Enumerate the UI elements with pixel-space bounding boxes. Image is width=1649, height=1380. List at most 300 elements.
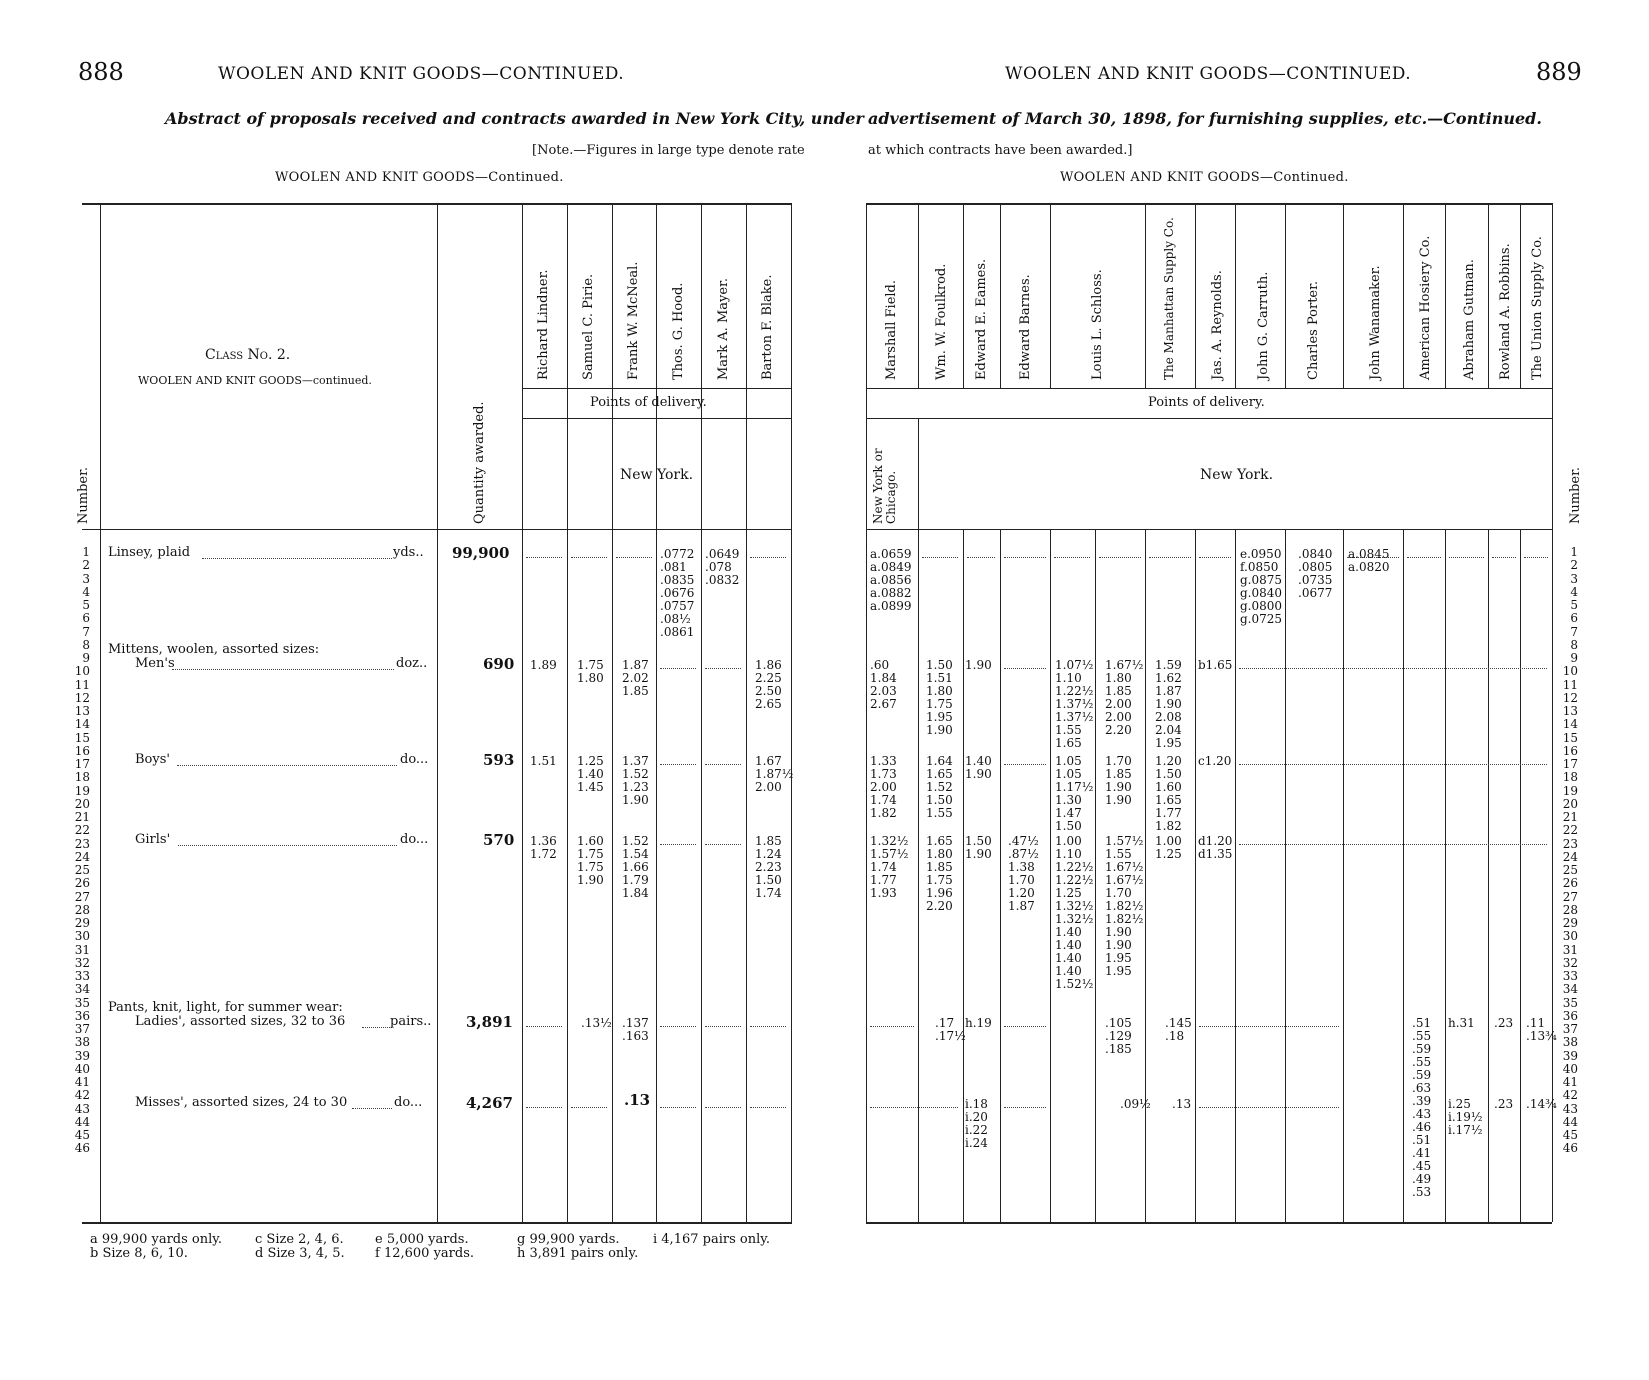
row-number: 44 bbox=[1562, 1114, 1578, 1129]
leader-dots bbox=[526, 1026, 562, 1027]
bidder-eames: Edward E. Eames. bbox=[974, 258, 989, 380]
row-number: 28 bbox=[1562, 902, 1578, 917]
qty-ladies: 3,891 bbox=[466, 1013, 513, 1031]
row-number: 45 bbox=[1562, 1128, 1578, 1142]
cell-lindner-boys: 1.51 bbox=[530, 754, 557, 768]
row-number: 23 bbox=[74, 836, 90, 851]
cell-field-girls: 1.32½ 1.57½ 1.74 1.77 1.93 bbox=[870, 834, 909, 900]
col-rule bbox=[1050, 203, 1051, 388]
cell-schloss-a-girls: 1.00 1.10 1.22½ 1.22½ 1.25 1.32½ 1.32½ 1.40 1.40 1.40 1.40 1.52½ bbox=[1055, 834, 1094, 991]
cell-hood-linsey: .0772 .081 .0835 .0676 .0757 .08½ .0861 bbox=[660, 547, 695, 639]
row-number: 19 bbox=[74, 783, 90, 798]
col-rule bbox=[1520, 203, 1521, 388]
row-number: 40 bbox=[74, 1061, 90, 1076]
col-rule bbox=[1000, 203, 1001, 388]
row-number: 42 bbox=[1562, 1088, 1578, 1103]
running-head-right: WOOLEN AND KNIT GOODS—CONTINUED. bbox=[1005, 64, 1412, 84]
bidder-robbins: Rowland A. Robbins. bbox=[1498, 243, 1513, 380]
leader-dots bbox=[1239, 764, 1547, 765]
footnote-h: h 3,891 pairs only. bbox=[517, 1246, 639, 1261]
number-header-left: Number. bbox=[76, 466, 91, 524]
row-number: 6 bbox=[82, 611, 90, 626]
leader-dots bbox=[1492, 557, 1516, 558]
col-rule bbox=[1285, 203, 1286, 388]
leader-dots bbox=[750, 557, 786, 558]
row-number: 24 bbox=[74, 849, 90, 864]
leader-dots bbox=[178, 845, 397, 846]
col-rule bbox=[963, 529, 964, 1222]
cell-eames-ladies: h.19 bbox=[965, 1016, 992, 1030]
col-rule bbox=[1488, 203, 1489, 388]
table-top-rule-right bbox=[866, 203, 1552, 205]
bidder-pirie: Samuel C. Pirie. bbox=[581, 273, 596, 380]
row-number: 15 bbox=[74, 730, 90, 745]
row-number: 20 bbox=[1562, 796, 1578, 811]
points-of-delivery-right: Points of delivery. bbox=[1148, 395, 1265, 410]
row-number: 11 bbox=[74, 677, 90, 692]
row-number: 22 bbox=[74, 823, 90, 838]
cell-foulkrod-girls: 1.65 1.80 1.85 1.75 1.96 2.20 bbox=[926, 834, 953, 913]
number-header-right: Number. bbox=[1568, 466, 1583, 524]
col-rule bbox=[918, 418, 919, 1222]
rule bbox=[522, 418, 792, 419]
row-number: 3 bbox=[82, 571, 90, 586]
leader-dots bbox=[172, 669, 394, 670]
row-number: 38 bbox=[74, 1035, 90, 1050]
row-number: 29 bbox=[74, 916, 90, 930]
row-number: 38 bbox=[1562, 1035, 1578, 1050]
table-header-rule-right bbox=[866, 529, 1552, 530]
cell-manhattan-men: 1.59 1.62 1.87 1.90 2.08 2.04 1.95 bbox=[1155, 658, 1182, 750]
row-number: 9 bbox=[82, 651, 90, 665]
row-number: 43 bbox=[74, 1101, 90, 1116]
row-number: 28 bbox=[74, 902, 90, 917]
cell-carruth-linsey: e.0950 f.0850 g.0875 g.0840 g.0800 g.0725 bbox=[1240, 547, 1283, 626]
cell-blake-boys: 1.67 1.87½ 2.00 bbox=[755, 754, 794, 794]
row-number: 18 bbox=[74, 770, 90, 785]
row-number: 18 bbox=[1562, 770, 1578, 785]
row-number: 32 bbox=[1562, 955, 1578, 970]
leader-dots bbox=[526, 557, 562, 558]
cell-foulkrod-men: 1.50 1.51 1.80 1.75 1.95 1.90 bbox=[926, 658, 953, 737]
row-number: 10 bbox=[74, 664, 90, 679]
col-rule bbox=[1235, 529, 1236, 1222]
bidder-porter: Charles Porter. bbox=[1306, 280, 1321, 380]
unit-men: doz.. bbox=[396, 656, 428, 671]
row-number: 10 bbox=[1562, 664, 1578, 679]
cell-mcneal-men: 1.87 2.02 1.85 bbox=[622, 658, 649, 698]
bidder-hood: Thos. G. Hood. bbox=[671, 282, 686, 380]
bidder-lindner: Richard Lindner. bbox=[536, 269, 551, 380]
item-pants-ladies: Ladies', assorted sizes, 32 to 36 bbox=[135, 1014, 346, 1029]
row-number: 27 bbox=[1562, 889, 1578, 904]
leader-dots bbox=[660, 668, 696, 669]
col-rule bbox=[437, 203, 438, 1222]
col-rule bbox=[1235, 203, 1236, 388]
row-number: 1 bbox=[82, 545, 90, 559]
row-number: 2 bbox=[1570, 558, 1578, 573]
leader-dots bbox=[1239, 668, 1547, 669]
leader-dots bbox=[1004, 557, 1046, 558]
cell-gutman-ladies: h.31 bbox=[1448, 1016, 1475, 1030]
leader-dots bbox=[1149, 557, 1191, 558]
leader-dots bbox=[870, 1026, 914, 1027]
note-left: [Note.—Figures in large type denote rate bbox=[532, 143, 805, 158]
cell-reynolds-men: b1.65 bbox=[1198, 658, 1233, 672]
col-rule bbox=[1000, 529, 1001, 1222]
note-right: at which contracts have been awarded.] bbox=[868, 143, 1133, 158]
row-number: 7 bbox=[82, 624, 90, 639]
item-pants: Pants, knit, light, for summer wear: bbox=[108, 1000, 343, 1015]
leader-dots bbox=[705, 1107, 741, 1108]
bidder-reynolds: Jas. A. Reynolds. bbox=[1210, 270, 1225, 380]
row-number: 21 bbox=[74, 810, 90, 824]
footnote-d: d Size 3, 4, 5. bbox=[255, 1246, 345, 1261]
row-number: 42 bbox=[74, 1088, 90, 1103]
row-number: 16 bbox=[1562, 743, 1578, 758]
leader-dots bbox=[1099, 557, 1141, 558]
row-number: 26 bbox=[74, 876, 90, 891]
row-number: 33 bbox=[74, 969, 90, 983]
row-number: 4 bbox=[1570, 584, 1578, 599]
footnote-f: f 12,600 yards. bbox=[375, 1246, 474, 1261]
row-number: 34 bbox=[1562, 982, 1578, 997]
rule bbox=[866, 388, 1552, 389]
cell-schloss-a-boys: 1.05 1.05 1.17½ 1.30 1.47 1.50 bbox=[1055, 754, 1094, 833]
col-rule bbox=[522, 203, 523, 1222]
row-number: 46 bbox=[74, 1141, 90, 1156]
leader-dots bbox=[705, 1026, 741, 1027]
cell-wanamaker-linsey: a.0845 a.0820 bbox=[1348, 547, 1390, 574]
col-rule bbox=[1195, 203, 1196, 388]
row-number: 39 bbox=[74, 1048, 90, 1063]
row-number: 6 bbox=[1570, 611, 1578, 626]
col-rule bbox=[1050, 529, 1051, 1222]
row-number: 2 bbox=[82, 558, 90, 573]
footnote-i: i 4,167 pairs only. bbox=[653, 1232, 770, 1247]
footnote-e: e 5,000 yards. bbox=[375, 1232, 469, 1247]
row-number: 12 bbox=[1562, 690, 1578, 705]
item-pants-misses: Misses', assorted sizes, 24 to 30 bbox=[135, 1095, 348, 1110]
cell-eames-misses: i.18 i.20 i.22 i.24 bbox=[965, 1097, 988, 1150]
row-number: 26 bbox=[1562, 876, 1578, 891]
unit-linsey: yds.. bbox=[393, 545, 424, 560]
cell-schloss-a-men: 1.07½ 1.10 1.22½ 1.37½ 1.37½ 1.55 1.65 bbox=[1055, 658, 1094, 750]
row-number: 9 bbox=[1570, 651, 1578, 665]
row-number: 31 bbox=[74, 942, 90, 957]
bidder-schloss: Louis L. Schloss. bbox=[1090, 269, 1105, 380]
row-number: 22 bbox=[1562, 823, 1578, 838]
leader-dots bbox=[660, 1026, 696, 1027]
col-rule bbox=[791, 203, 792, 1222]
col-rule bbox=[567, 203, 568, 1222]
row-number: 5 bbox=[1570, 598, 1578, 612]
cell-barnes-girls: .47½ .87½ 1.38 1.70 1.20 1.87 bbox=[1008, 834, 1039, 913]
item-linsey: Linsey, plaid bbox=[108, 545, 191, 560]
row-number: 41 bbox=[1562, 1075, 1578, 1089]
leader-dots bbox=[177, 765, 397, 766]
col-rule bbox=[1145, 203, 1146, 388]
leader-dots bbox=[870, 1107, 958, 1108]
leader-dots bbox=[1239, 844, 1547, 845]
row-number: 39 bbox=[1562, 1048, 1578, 1063]
row-number: 30 bbox=[74, 929, 90, 944]
cell-schloss-ladies: .105 .129 .185 bbox=[1105, 1016, 1132, 1056]
row-number: 46 bbox=[1562, 1141, 1578, 1156]
footnote-g: g 99,900 yards. bbox=[517, 1232, 620, 1247]
col-rule bbox=[866, 203, 867, 1222]
col-rule bbox=[963, 203, 964, 388]
row-number: 7 bbox=[1570, 624, 1578, 639]
row-number: 41 bbox=[74, 1075, 90, 1089]
bidder-manhattan: The Manhattan Supply Co. bbox=[1162, 217, 1176, 380]
leader-dots bbox=[1054, 557, 1090, 558]
col-rule bbox=[1343, 529, 1344, 1222]
col-rule bbox=[1403, 529, 1404, 1222]
row-number: 13 bbox=[1562, 704, 1578, 718]
col-rule bbox=[1095, 529, 1096, 1222]
row-number: 31 bbox=[1562, 942, 1578, 957]
cell-manhattan-ladies: .145 .18 bbox=[1165, 1016, 1192, 1043]
delivery-new-york-left: New York. bbox=[620, 467, 694, 483]
leader-dots bbox=[1407, 557, 1441, 558]
col-rule bbox=[1445, 529, 1446, 1222]
cell-pirie-ladies: .13½ bbox=[581, 1016, 612, 1030]
col-rule bbox=[746, 203, 747, 1222]
cell-mcneal-ladies: .137 .163 bbox=[622, 1016, 649, 1043]
cell-hosiery-pants: .51 .55 .59 .55 .59 .63 .39 .43 .46 .51 .41 .45 .49 .53 bbox=[1412, 1016, 1432, 1199]
row-number: 13 bbox=[74, 704, 90, 718]
bidder-gutman: Abraham Gutman. bbox=[1462, 259, 1477, 380]
row-number: 33 bbox=[1562, 969, 1578, 983]
item-mittens-men: Men's bbox=[135, 656, 175, 671]
col-rule bbox=[1403, 203, 1404, 388]
col-rule bbox=[1285, 529, 1286, 1222]
leader-dots bbox=[202, 558, 392, 559]
rule bbox=[866, 418, 1552, 419]
leader-dots bbox=[1199, 1107, 1339, 1108]
col-rule bbox=[701, 203, 702, 1222]
row-number: 43 bbox=[1562, 1101, 1578, 1116]
row-number: 30 bbox=[1562, 929, 1578, 944]
unit-girls: do... bbox=[400, 832, 429, 847]
subtitle-right: advertisement of March 30, 1898, for furnishing supplies, etc.—Continued. bbox=[868, 109, 1542, 128]
cell-pirie-men: 1.75 1.80 bbox=[577, 658, 604, 685]
row-number: 40 bbox=[1562, 1061, 1578, 1076]
row-number: 29 bbox=[1562, 916, 1578, 930]
cell-schloss-b-men: 1.67½ 1.80 1.85 2.00 2.00 2.20 bbox=[1105, 658, 1144, 737]
leader-dots bbox=[352, 1108, 392, 1109]
row-number: 27 bbox=[74, 889, 90, 904]
row-number: 1 bbox=[1570, 545, 1578, 559]
col-rule bbox=[656, 203, 657, 1222]
cell-lindner-men: 1.89 bbox=[530, 658, 557, 672]
col-rule bbox=[918, 203, 919, 388]
leader-dots bbox=[750, 1026, 786, 1027]
cell-eames-boys: 1.40 1.90 bbox=[965, 754, 992, 781]
leader-dots bbox=[967, 557, 995, 558]
row-number: 16 bbox=[74, 743, 90, 758]
bidder-blake: Barton F. Blake. bbox=[760, 274, 775, 380]
row-number: 19 bbox=[1562, 783, 1578, 798]
row-number: 14 bbox=[1562, 717, 1578, 732]
cell-pirie-boys: 1.25 1.40 1.45 bbox=[577, 754, 604, 794]
item-mittens-boys: Boys' bbox=[135, 752, 170, 767]
cell-eames-girls: 1.50 1.90 bbox=[965, 834, 992, 861]
col-rule bbox=[1488, 529, 1489, 1222]
leader-dots bbox=[750, 1107, 786, 1108]
table-bottom-rule-left bbox=[82, 1222, 792, 1224]
row-number: 14 bbox=[74, 717, 90, 732]
cell-mcneal-boys: 1.37 1.52 1.23 1.90 bbox=[622, 754, 649, 807]
delivery-new-york-right: New York. bbox=[1200, 467, 1274, 483]
row-number: 8 bbox=[82, 637, 90, 652]
leader-dots bbox=[660, 764, 696, 765]
row-number: 44 bbox=[74, 1114, 90, 1129]
col-rule bbox=[1145, 529, 1146, 1222]
cell-schloss-b-girls: 1.57½ 1.55 1.67½ 1.67½ 1.70 1.82½ 1.82½ 1.90 1.90 1.95 1.95 bbox=[1105, 834, 1144, 978]
row-number: 36 bbox=[74, 1008, 90, 1023]
row-number: 21 bbox=[1562, 810, 1578, 824]
leader-dots bbox=[1004, 1026, 1046, 1027]
cell-manhattan-boys: 1.20 1.50 1.60 1.65 1.77 1.82 bbox=[1155, 754, 1182, 833]
leader-dots bbox=[1524, 557, 1548, 558]
table-bottom-rule-right bbox=[866, 1222, 1552, 1224]
unit-misses: do... bbox=[394, 1095, 423, 1110]
row-number: 17 bbox=[74, 757, 90, 771]
leader-dots bbox=[660, 1107, 696, 1108]
leader-dots bbox=[705, 668, 741, 669]
qty-men: 690 bbox=[483, 655, 515, 673]
row-number: 25 bbox=[1562, 863, 1578, 877]
cell-mayer-linsey: .0649 .078 .0832 bbox=[705, 547, 740, 587]
col-rule bbox=[1520, 529, 1521, 1222]
row-number: 37 bbox=[1562, 1022, 1578, 1036]
cell-mcneal-girls: 1.52 1.54 1.66 1.79 1.84 bbox=[622, 834, 649, 900]
cell-field-linsey: a.0659 a.0849 a.0856 a.0882 a.0899 bbox=[870, 547, 912, 613]
cell-foulkrod-ladies: .17 .17½ bbox=[935, 1016, 966, 1043]
row-number: 12 bbox=[74, 690, 90, 705]
qty-girls: 570 bbox=[483, 831, 515, 849]
row-number: 45 bbox=[74, 1128, 90, 1142]
bidder-mayer: Mark A. Mayer. bbox=[716, 278, 731, 380]
row-number: 15 bbox=[1562, 730, 1578, 745]
cell-pirie-girls: 1.60 1.75 1.75 1.90 bbox=[577, 834, 604, 887]
class-title: Class No. 2. bbox=[205, 347, 291, 363]
cell-union-ladies: .11 .13¾ bbox=[1526, 1016, 1557, 1043]
cell-foulkrod-boys: 1.64 1.65 1.52 1.50 1.55 bbox=[926, 754, 953, 820]
leader-dots bbox=[571, 557, 607, 558]
leader-dots bbox=[1004, 668, 1046, 669]
leader-dots bbox=[1004, 1107, 1046, 1108]
leader-dots bbox=[1199, 557, 1231, 558]
col-rule bbox=[612, 203, 613, 1222]
rule bbox=[522, 388, 792, 389]
leader-dots bbox=[1199, 1026, 1339, 1027]
item-mittens: Mittens, woolen, assorted sizes: bbox=[108, 642, 320, 657]
row-number: 11 bbox=[1562, 677, 1578, 692]
row-number: 35 bbox=[1562, 995, 1578, 1010]
cell-mcneal-misses: .13 bbox=[624, 1091, 651, 1109]
row-number: 37 bbox=[74, 1022, 90, 1036]
section-left: WOOLEN AND KNIT GOODS—Continued. bbox=[275, 170, 564, 185]
row-number: 4 bbox=[82, 584, 90, 599]
qty-boys: 593 bbox=[483, 751, 515, 769]
row-number: 24 bbox=[1562, 849, 1578, 864]
leader-dots bbox=[922, 557, 958, 558]
page-number-left: 888 bbox=[78, 58, 124, 86]
col-rule bbox=[1343, 203, 1344, 388]
class-subtitle: WOOLEN AND KNIT GOODS—continued. bbox=[138, 374, 372, 387]
col-rule bbox=[1445, 203, 1446, 388]
leader-dots bbox=[1004, 764, 1046, 765]
cell-lindner-girls: 1.36 1.72 bbox=[530, 834, 557, 861]
cell-eames-men: 1.90 bbox=[965, 658, 992, 672]
bidder-mcneal: Frank W. McNeal. bbox=[626, 261, 641, 380]
quantity-header: Quantity awarded. bbox=[472, 401, 487, 524]
cell-union-misses: .14¾ bbox=[1526, 1097, 1557, 1111]
leader-dots bbox=[705, 764, 741, 765]
cell-schloss-misses: .09½ bbox=[1120, 1097, 1151, 1111]
points-of-delivery-left: Points of delivery. bbox=[590, 395, 707, 410]
bidder-marshall-field: Marshall Field. bbox=[884, 279, 899, 380]
col-rule bbox=[100, 203, 101, 1222]
footnote-a: a 99,900 yards only. bbox=[90, 1232, 223, 1247]
leader-dots bbox=[705, 844, 741, 845]
bidder-wanamaker: John Wanamaker. bbox=[1368, 265, 1383, 380]
footnote-c: c Size 2, 4, 6. bbox=[255, 1232, 344, 1247]
row-number: 32 bbox=[74, 955, 90, 970]
cell-robbins-ladies: .23 bbox=[1494, 1016, 1514, 1030]
row-number: 3 bbox=[1570, 571, 1578, 586]
row-number: 17 bbox=[1562, 757, 1578, 771]
qty-linsey: 99,900 bbox=[452, 544, 510, 562]
row-number: 34 bbox=[74, 982, 90, 997]
cell-porter-linsey: .0840 .0805 .0735 .0677 bbox=[1298, 547, 1333, 600]
row-number: 23 bbox=[1562, 836, 1578, 851]
unit-ladies: pairs.. bbox=[390, 1014, 432, 1029]
leader-dots bbox=[616, 557, 652, 558]
cell-schloss-b-boys: 1.70 1.85 1.90 1.90 bbox=[1105, 754, 1132, 807]
bidder-union-supply: The Union Supply Co. bbox=[1530, 236, 1545, 380]
bidder-barnes: Edward Barnes. bbox=[1018, 274, 1033, 380]
bidder-carruth: John G. Carruth. bbox=[1256, 271, 1271, 380]
delivery-ny-or-chicago: New York or Chicago. bbox=[871, 448, 898, 524]
row-number: 36 bbox=[1562, 1008, 1578, 1023]
leader-dots bbox=[571, 1107, 607, 1108]
qty-misses: 4,267 bbox=[466, 1094, 513, 1112]
row-number: 35 bbox=[74, 995, 90, 1010]
leader-dots bbox=[660, 844, 696, 845]
leader-dots bbox=[526, 1107, 562, 1108]
bidder-foulkrod: Wm. W. Foulkrod. bbox=[934, 263, 949, 380]
section-right: WOOLEN AND KNIT GOODS—Continued. bbox=[1060, 170, 1349, 185]
cell-reynolds-girls: d1.20 d1.35 bbox=[1198, 834, 1233, 861]
running-head-left: WOOLEN AND KNIT GOODS—CONTINUED. bbox=[218, 64, 625, 84]
bidder-american-hosiery: American Hosiery Co. bbox=[1418, 235, 1433, 380]
cell-field-boys: 1.33 1.73 2.00 1.74 1.82 bbox=[870, 754, 897, 820]
leader-dots bbox=[362, 1027, 392, 1028]
subtitle-left: Abstract of proposals received and contracts awarded in New York City, under bbox=[165, 109, 864, 128]
cell-blake-girls: 1.85 1.24 2.23 1.50 1.74 bbox=[755, 834, 782, 900]
cell-robbins-misses: .23 bbox=[1494, 1097, 1514, 1111]
cell-blake-men: 1.86 2.25 2.50 2.65 bbox=[755, 658, 782, 711]
cell-reynolds-boys: c1.20 bbox=[1198, 754, 1232, 768]
cell-field-men: .60 1.84 2.03 2.67 bbox=[870, 658, 897, 711]
col-rule bbox=[1195, 529, 1196, 1222]
row-number: 5 bbox=[82, 598, 90, 612]
cell-gutman-misses: i.25 i.19½ i.17½ bbox=[1448, 1097, 1483, 1137]
